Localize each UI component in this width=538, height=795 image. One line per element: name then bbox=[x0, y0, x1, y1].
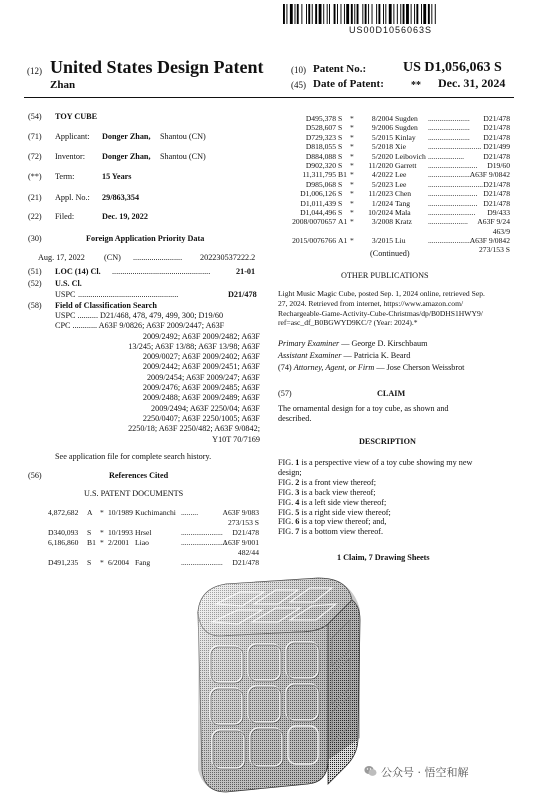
field-52-dots: ................................................. bbox=[78, 290, 179, 299]
reference-kind: S bbox=[338, 189, 343, 199]
reference-dots: ......................... bbox=[428, 207, 476, 217]
attorney-code: (74) bbox=[278, 363, 292, 372]
field-51-label: LOC (14) Cl. bbox=[55, 267, 101, 276]
patent-number: US D1,056,063 S bbox=[403, 60, 502, 75]
reference-date: 9/2006 bbox=[371, 123, 393, 133]
reference-dots: ............................ bbox=[428, 142, 482, 152]
reference-dots: ...................... bbox=[181, 528, 223, 537]
reference-num: D729,323 bbox=[305, 132, 336, 142]
reference-kind: A bbox=[87, 508, 93, 517]
field-71-suffix: Shantou (CN) bbox=[160, 132, 206, 141]
barcode-bar bbox=[308, 4, 310, 24]
reference-row bbox=[278, 114, 510, 123]
field-58-label: Field of Classification Search bbox=[55, 301, 157, 310]
watermark-text: 公众号 · 悟空和解 bbox=[381, 766, 469, 779]
date-stars: ** bbox=[411, 80, 421, 91]
reference-name: Chen bbox=[395, 189, 412, 199]
reference-row bbox=[278, 133, 510, 142]
reference-star: * bbox=[100, 528, 104, 537]
other-publication-line: Light Music Magic Cube, posted Sep. 1, 2024 online, retrieved Sep. bbox=[278, 289, 485, 298]
classification-line: 2009/2454; A63F 2009/247; A63F bbox=[146, 372, 260, 382]
reference-kind: B1 bbox=[87, 538, 96, 547]
claim-line: The ornamental design for a toy cube, as shown and bbox=[278, 404, 449, 413]
description-line: FIG. 6 is a top view thereof; and, bbox=[278, 517, 387, 527]
us-patent-documents-heading: U.S. PATENT DOCUMENTS bbox=[84, 489, 184, 498]
wechat-icon bbox=[364, 765, 377, 777]
reference-star: * bbox=[350, 179, 354, 189]
barcode-number: US00D1056063S bbox=[348, 25, 433, 35]
reference-dots: ........................ bbox=[181, 538, 227, 547]
reference-cls: A63F 9/24 bbox=[477, 217, 510, 227]
reference-star: * bbox=[350, 132, 354, 142]
barcode-bar bbox=[411, 4, 412, 24]
field-term-label: Term: bbox=[55, 172, 75, 181]
reference-date: 3/2008 bbox=[371, 217, 393, 227]
reference-num: D495,378 bbox=[305, 114, 336, 123]
reference-row bbox=[278, 189, 510, 198]
reference-kind: A1 bbox=[338, 236, 348, 246]
barcode-bar bbox=[354, 4, 355, 24]
barcode-bar bbox=[406, 4, 409, 24]
field-71-value: Donger Zhan, bbox=[102, 132, 151, 141]
reference-date: 5/2015 bbox=[371, 132, 393, 142]
barcode-bar bbox=[301, 4, 302, 24]
continued-note: (Continued) bbox=[370, 249, 410, 258]
attorney bbox=[278, 363, 464, 373]
description-line: FIG. 3 is a back view thereof; bbox=[278, 487, 376, 497]
reference-kind: S bbox=[338, 207, 343, 217]
reference-name: Liu bbox=[395, 236, 406, 246]
reference-star: * bbox=[100, 508, 104, 517]
classification-line: 2009/2494; A63F 2250/04; A63F bbox=[151, 403, 260, 413]
patent-no-label: Patent No.: bbox=[313, 63, 367, 75]
barcode-bar bbox=[362, 4, 363, 24]
reference-cls: D21/478 bbox=[483, 114, 510, 123]
barcode-bar bbox=[329, 4, 330, 24]
reference-cls: D19/60 bbox=[487, 160, 510, 170]
description-text bbox=[278, 458, 512, 537]
barcode-bar bbox=[365, 4, 367, 24]
reference-name: Tang bbox=[395, 198, 411, 208]
reference-star: * bbox=[350, 236, 354, 246]
description-line: FIG. 2 is a front view thereof; bbox=[278, 477, 377, 487]
description-line: FIG. 5 is a right side view thereof; bbox=[278, 507, 391, 517]
reference-cls: A63F 9/0842 bbox=[469, 236, 510, 246]
reference-row bbox=[278, 170, 510, 179]
barcode-bar bbox=[368, 4, 369, 24]
reference-date: 4/2022 bbox=[371, 170, 393, 180]
reference-continuation: 463/9 bbox=[492, 226, 510, 236]
barcode-bar bbox=[431, 4, 432, 24]
barcode-bar bbox=[286, 4, 287, 24]
priority-dots: ........................ bbox=[133, 253, 183, 262]
priority-country: (CN) bbox=[104, 253, 121, 262]
document-title: United States Design Patent bbox=[50, 57, 264, 77]
description-heading: DESCRIPTION bbox=[359, 437, 416, 446]
reference-name: Hrsel bbox=[135, 528, 152, 537]
reference-cls: A63F 9/083 bbox=[222, 508, 259, 517]
barcode-bar bbox=[327, 4, 328, 24]
classification-line: 2250/18; A63F 2250/482; A63F 9/0842; bbox=[128, 424, 260, 434]
claims-drawing-summary: 1 Claim, 7 Drawing Sheets bbox=[337, 553, 430, 562]
reference-cls: D9/433 bbox=[487, 207, 510, 217]
barcode-bar bbox=[357, 4, 359, 24]
reference-name: Lee bbox=[395, 170, 407, 180]
barcode-bar bbox=[344, 4, 345, 24]
reference-star: * bbox=[100, 558, 104, 567]
reference-star: * bbox=[350, 123, 354, 133]
field-51-dots: ................................................ bbox=[112, 267, 211, 276]
reference-name: Sugden bbox=[395, 123, 418, 133]
classification-line: 2009/0027; A63F 2009/2402; A63F bbox=[142, 352, 260, 362]
barcode-bar bbox=[378, 4, 380, 24]
barcode-bar bbox=[376, 4, 377, 24]
barcode-bar bbox=[428, 4, 430, 24]
classification-line: 2250/0407; A63F 2250/1005; A63F bbox=[142, 413, 260, 423]
field-21-value: 29/863,354 bbox=[102, 193, 140, 202]
field-72-value: Donger Zhan, bbox=[102, 152, 151, 161]
field-51-code: (51) bbox=[28, 267, 42, 276]
reference-num: 6,186,860 bbox=[48, 538, 79, 547]
reference-dots: ......... bbox=[181, 508, 199, 517]
reference-row bbox=[278, 208, 510, 217]
see-application-note: See application file for complete search history. bbox=[55, 452, 212, 461]
field-52-uspc: USPC bbox=[55, 290, 76, 299]
reference-kind: S bbox=[338, 160, 343, 170]
reference-date: 10/1993 bbox=[108, 528, 133, 537]
reference-dots: .......................... bbox=[428, 189, 478, 199]
field-54-title: TOY CUBE bbox=[55, 112, 98, 121]
classification-line: 2009/2492; A63F 2009/2482; A63F bbox=[142, 331, 260, 341]
reference-kind: A1 bbox=[338, 217, 348, 227]
reference-continuation-row bbox=[278, 227, 510, 236]
attorney-label: Attorney, Agent, or Firm bbox=[293, 363, 375, 372]
reference-num: D528,607 bbox=[305, 123, 336, 133]
reference-star: * bbox=[350, 114, 354, 123]
reference-kind: S bbox=[338, 198, 343, 208]
reference-kind: S bbox=[338, 132, 343, 142]
reference-date: 5/2018 bbox=[371, 142, 393, 152]
attorney-name: — Jose Cherson Weissbrot bbox=[376, 363, 465, 372]
barcode-bar bbox=[423, 4, 426, 24]
reference-dots: ...................... bbox=[428, 114, 470, 123]
reference-num: D340,093 bbox=[48, 528, 79, 537]
classification-line: 2009/2476; A63F 2009/2485; A63F bbox=[142, 383, 260, 393]
classification-line: 13/245; A63F 13/88; A63F 13/98; A63F bbox=[128, 341, 260, 351]
barcode-bar bbox=[315, 4, 317, 24]
reference-kind: S bbox=[338, 179, 343, 189]
classification-line: 2009/2488; A63F 2009/2489; A63F bbox=[142, 393, 260, 403]
other-publication-line: ref=asc_df_B0BGWYD9KC/? (Year: 2024).* bbox=[278, 318, 418, 328]
reference-cls: D21/478 bbox=[483, 132, 510, 142]
reference-date: 11/2023 bbox=[368, 189, 393, 199]
barcode-bar bbox=[421, 4, 422, 24]
field-term-code: (**) bbox=[28, 172, 42, 181]
reference-kind: S bbox=[338, 142, 343, 152]
reference-star: * bbox=[350, 189, 354, 199]
date-label: Date of Patent: bbox=[313, 78, 384, 90]
field-30-heading: Foreign Application Priority Data bbox=[86, 234, 205, 243]
reference-date: 5/2023 bbox=[371, 179, 393, 189]
primary-examiner bbox=[278, 339, 427, 349]
field-22-code: (22) bbox=[28, 212, 42, 221]
reference-name: Kratz bbox=[395, 217, 412, 227]
field-21-code: (21) bbox=[28, 193, 42, 202]
classification-line: Y10T 70/7169 bbox=[212, 434, 260, 444]
barcode-bar bbox=[312, 4, 313, 24]
description-line: FIG. 4 is a left side view thereof; bbox=[278, 497, 387, 507]
priority-number: 202230537222.2 bbox=[200, 253, 256, 262]
field-22-label: Filed: bbox=[55, 212, 75, 221]
barcode-bar bbox=[297, 4, 299, 24]
reference-cls: D21/478 bbox=[483, 151, 510, 161]
classification-line: CPC ............ A63F 9/0826; A63F 2009/2447; A63F bbox=[55, 321, 225, 331]
other-publication-line: Rechargeable-Game-Activity-Cube-Christmas/dp/B0DHS1HWY9/ bbox=[278, 308, 483, 318]
reference-kind: B1 bbox=[338, 170, 347, 180]
primary-examiner-name: — George D. Kirschbaum bbox=[341, 339, 428, 348]
barcode-bar bbox=[346, 4, 349, 24]
claim-heading: CLAIM bbox=[377, 389, 406, 398]
reference-cls: D21/499 bbox=[483, 142, 510, 152]
other-publications-heading: OTHER PUBLICATIONS bbox=[341, 271, 429, 280]
reference-name: Fang bbox=[135, 558, 151, 567]
reference-dots: ............................. bbox=[428, 179, 484, 189]
code-12: (12) bbox=[27, 66, 42, 76]
barcode-bar bbox=[372, 4, 373, 24]
classification-search-block bbox=[50, 311, 260, 445]
reference-num: D985,068 bbox=[305, 179, 336, 189]
reference-kind: S bbox=[87, 558, 92, 567]
reference-name: Liao bbox=[135, 538, 149, 547]
reference-num: 4,872,682 bbox=[48, 508, 79, 517]
reference-cls: D21/478 bbox=[483, 189, 510, 199]
barcode-bar bbox=[416, 4, 418, 24]
claim-code: (57) bbox=[278, 389, 292, 398]
reference-date: 10/1989 bbox=[108, 508, 133, 517]
reference-continuation: 482/44 bbox=[237, 548, 259, 557]
toy-cube-figure bbox=[168, 570, 368, 795]
reference-num: D1,044,496 bbox=[300, 207, 336, 217]
barcode-bar bbox=[435, 4, 436, 24]
description-line: FIG. 1 is a perspective view of a toy cube showing my new bbox=[278, 458, 473, 467]
reference-name: Xie bbox=[395, 142, 406, 152]
claim-line: described. bbox=[278, 414, 312, 423]
barcode-bar bbox=[295, 4, 296, 24]
reference-dots: ...................... bbox=[181, 558, 223, 567]
reference-star: * bbox=[350, 142, 354, 152]
field-52-label: U.S. Cl. bbox=[55, 279, 82, 288]
field-72-label: Inventor: bbox=[55, 152, 86, 161]
assistant-examiner-label: Assistant Examiner bbox=[278, 351, 342, 360]
reference-star: * bbox=[350, 151, 354, 161]
reference-row bbox=[278, 180, 510, 189]
other-publication-line: 27, 2024. Retrieved from internet, https://www.amazon.com/ bbox=[278, 298, 464, 308]
barcode-bar bbox=[389, 4, 392, 24]
reference-kind: S bbox=[338, 151, 343, 161]
barcode-bar bbox=[385, 4, 386, 24]
reference-date: 8/2004 bbox=[371, 114, 393, 123]
reference-date: 2/2001 bbox=[108, 538, 130, 547]
reference-dots: .......................... bbox=[428, 198, 478, 208]
reference-num: D884,088 bbox=[305, 151, 336, 161]
reference-name: Leibovich bbox=[395, 151, 426, 161]
reference-num: 2008/0070657 bbox=[292, 217, 336, 227]
reference-date: 3/2015 bbox=[371, 236, 393, 246]
field-72-code: (72) bbox=[28, 152, 42, 161]
reference-date: 10/2024 bbox=[368, 207, 393, 217]
reference-num: D1,006,126 bbox=[300, 189, 336, 199]
reference-row bbox=[278, 236, 510, 245]
description-line: design; bbox=[278, 467, 302, 477]
reference-continuation: 273/153 S bbox=[478, 245, 510, 255]
reference-star: * bbox=[350, 207, 354, 217]
barcode-bar bbox=[383, 4, 384, 24]
reference-num: D491,235 bbox=[48, 558, 79, 567]
assistant-examiner-name: — Patricia K. Beard bbox=[343, 351, 411, 360]
reference-dots: ..................... bbox=[428, 217, 468, 227]
reference-star: * bbox=[100, 538, 104, 547]
barcode-bar bbox=[323, 4, 324, 24]
reference-name: Lee bbox=[395, 179, 407, 189]
reference-dots: ...................... bbox=[428, 123, 470, 133]
reference-cls: D21/478 bbox=[483, 179, 510, 189]
reference-dots: ...................... bbox=[428, 132, 470, 142]
reference-date: 11/2020 bbox=[368, 160, 393, 170]
field-56-code: (56) bbox=[28, 471, 42, 480]
reference-num: D818,055 bbox=[305, 142, 336, 152]
barcode-bar bbox=[393, 4, 394, 24]
code-10: (10) bbox=[291, 65, 306, 75]
field-term-value: 15 Years bbox=[102, 172, 132, 181]
right-references-list bbox=[278, 114, 510, 255]
barcode-bar bbox=[400, 4, 401, 24]
barcode-bar bbox=[397, 4, 398, 24]
field-52-value: D21/478 bbox=[228, 290, 257, 299]
barcode-bar bbox=[337, 4, 338, 24]
barcode bbox=[283, 4, 498, 24]
header-inventor: Zhan bbox=[50, 79, 76, 91]
reference-cls: A63F 9/001 bbox=[222, 538, 259, 547]
reference-row bbox=[278, 161, 510, 170]
references-cited-heading: References Cited bbox=[109, 471, 169, 480]
reference-num: D1,011,439 bbox=[300, 198, 336, 208]
reference-date: 5/2020 bbox=[371, 151, 393, 161]
other-publications-text bbox=[278, 289, 510, 328]
reference-name: Kinlay bbox=[395, 132, 416, 142]
reference-kind: S bbox=[338, 123, 343, 133]
barcode-bar bbox=[334, 4, 336, 24]
field-71-label: Applicant: bbox=[55, 132, 90, 141]
classification-line: USPC .......... D21/468, 478, 479, 499, 300; D19/60 bbox=[55, 311, 224, 320]
reference-row bbox=[278, 123, 510, 132]
reference-name: Mala bbox=[395, 207, 411, 217]
field-21-label: Appl. No.: bbox=[55, 193, 90, 202]
reference-num: 11,311,795 bbox=[302, 170, 336, 180]
field-72-suffix: Shantou (CN) bbox=[160, 152, 206, 161]
reference-date: 1/2024 bbox=[371, 198, 393, 208]
reference-cls: D21/478 bbox=[232, 558, 259, 567]
claim-text bbox=[278, 404, 510, 424]
field-51-value: 21-01 bbox=[236, 267, 256, 276]
description-line: FIG. 7 is a bottom view thereof. bbox=[278, 527, 384, 537]
date-of-patent: Dec. 31, 2024 bbox=[438, 76, 506, 90]
reference-num: 2015/0076766 bbox=[292, 236, 336, 246]
primary-examiner-label: Primary Examiner bbox=[278, 339, 340, 348]
reference-name: Kuchimanchi bbox=[135, 508, 176, 517]
reference-dots: ....................... bbox=[428, 236, 472, 246]
header-rule bbox=[24, 97, 514, 98]
field-58-code: (58) bbox=[28, 301, 42, 310]
reference-star: * bbox=[350, 198, 354, 208]
field-22-value: Dec. 19, 2022 bbox=[102, 212, 148, 221]
reference-cls: D21/478 bbox=[483, 198, 510, 208]
barcode-bar bbox=[351, 4, 353, 24]
reference-dots: ....................... bbox=[428, 170, 472, 180]
barcode-bar bbox=[290, 4, 293, 24]
field-30-code: (30) bbox=[28, 234, 42, 243]
assistant-examiner bbox=[278, 351, 410, 361]
reference-row bbox=[278, 217, 510, 226]
reference-star: * bbox=[350, 170, 354, 180]
barcode-bar bbox=[319, 4, 322, 24]
reference-dots: .......................... bbox=[428, 160, 478, 170]
reference-row bbox=[278, 152, 510, 161]
reference-row bbox=[278, 199, 510, 208]
reference-cls: D21/478 bbox=[483, 123, 510, 133]
reference-cls: A63F 9/0842 bbox=[469, 170, 510, 180]
reference-dots: ................... bbox=[428, 151, 465, 161]
reference-kind: S bbox=[87, 528, 92, 537]
barcode-bar bbox=[341, 4, 342, 24]
reference-name: Sugden bbox=[395, 114, 418, 123]
reference-date: 6/2004 bbox=[108, 558, 130, 567]
field-52-code: (52) bbox=[28, 279, 42, 288]
field-54-code: (54) bbox=[28, 112, 42, 121]
barcode-bar bbox=[283, 4, 285, 24]
code-45: (45) bbox=[291, 80, 306, 90]
classification-line: 2009/2442; A63F 2009/2451; A63F bbox=[142, 362, 260, 372]
reference-row bbox=[278, 142, 510, 151]
barcode-bar bbox=[306, 4, 307, 24]
field-71-code: (71) bbox=[28, 132, 42, 141]
reference-cls: D21/478 bbox=[232, 528, 259, 537]
reference-continuation: 273/153 S bbox=[227, 518, 259, 527]
reference-name: Garrett bbox=[395, 160, 417, 170]
priority-date: Aug. 17, 2022 bbox=[38, 253, 85, 262]
barcode-bar bbox=[414, 4, 415, 24]
reference-num: D902,320 bbox=[305, 160, 336, 170]
reference-star: * bbox=[350, 217, 354, 227]
barcode-bar bbox=[403, 4, 405, 24]
reference-kind: S bbox=[338, 114, 343, 123]
reference-star: * bbox=[350, 160, 354, 170]
